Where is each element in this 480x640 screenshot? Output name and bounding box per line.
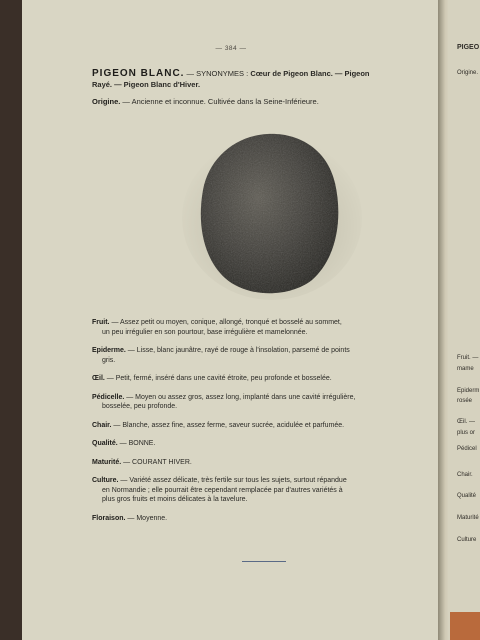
entry-label: Œil.	[92, 375, 105, 382]
right-page-text: rosée	[457, 398, 473, 404]
entry-text-cont: bosselée, peu profonde.	[102, 403, 178, 410]
entry-text: — Petit, fermé, inséré dans une cavité étroite, peu profonde et bosselée.	[104, 375, 332, 382]
entry-text: — BONNE.	[117, 440, 156, 447]
page-number: — 384 —	[215, 45, 247, 52]
end-rule	[242, 561, 286, 562]
entry-text: — Blanche, assez fine, assez ferme, saveur sucrée, acidulée et parfumée.	[111, 421, 345, 429]
entry-label: Fruit.	[92, 319, 110, 326]
entry-label: Culture.	[92, 477, 119, 484]
entry-label: Chair.	[92, 421, 112, 429]
entry-text: — Moyenne.	[125, 514, 168, 522]
entry-epiderme	[92, 346, 422, 365]
book-page-left	[22, 0, 440, 640]
title-block	[92, 68, 422, 90]
entry-text: — Moyen ou assez gros, assez long, implanté dans une cavité irrégulière,	[124, 393, 356, 401]
entry-chair	[92, 421, 422, 431]
origin-label: Origine.	[92, 97, 121, 106]
entry-label: Epiderme.	[92, 347, 126, 354]
right-page-text: Culture	[457, 537, 477, 543]
description-entries	[92, 318, 422, 532]
entry-qualite	[92, 439, 422, 449]
entry-text-cont-2: plus gros fruits et moins délicates à la tavelure.	[102, 496, 248, 503]
entry-culture	[92, 476, 422, 505]
entry-floraison	[92, 514, 422, 524]
desk-corner	[450, 612, 480, 640]
right-page-heading: PIGEO	[457, 44, 480, 51]
right-page-text: Pédicel	[457, 446, 477, 452]
right-page-text: Qualité	[457, 493, 477, 499]
entry-text: — Assez petit ou moyen, conique, allongé, tronqué et bosselé au sommet,	[109, 319, 342, 326]
right-page-text: Maturité	[457, 515, 479, 521]
entry-text: — Variété assez délicate, très fertile sur tous les sujets, surtout répandue	[118, 477, 347, 484]
entry-text-cont: gris.	[102, 356, 116, 364]
right-page-text: Chair.	[457, 472, 473, 478]
right-page-text: plus or	[457, 430, 476, 436]
synonyms-line-2: Rayé. — Pigeon Blanc d'Hiver.	[92, 80, 201, 89]
entry-fruit	[92, 318, 422, 337]
right-page-text: mame	[457, 366, 474, 372]
synonyms-label: — SYNONYMES :	[184, 69, 251, 78]
entry-label: Pédicelle.	[92, 393, 125, 401]
entry-pedicelle	[92, 393, 422, 412]
book-page-right	[448, 0, 480, 640]
entry-label: Floraison.	[92, 514, 126, 522]
entry-oeil	[92, 374, 422, 384]
right-page-text: Œil. —	[457, 419, 475, 425]
entry-text-cont: un peu irrégulier en son pourtour, base irrégulière et mamelonnée.	[102, 328, 308, 336]
right-page-origin: Origine.	[457, 70, 479, 76]
pear-fruit-image	[177, 128, 362, 303]
fruit-photo	[177, 128, 362, 303]
origin-line	[92, 97, 422, 106]
origin-text: — Ancienne et inconnue. Cultivée dans la Seine-Inférieure.	[120, 97, 319, 106]
entry-text: — COURANT HIVER.	[121, 458, 192, 466]
synonyms-line-1: Cœur de Pigeon Blanc. — Pigeon	[250, 69, 370, 78]
entry-maturite	[92, 458, 422, 468]
right-page-text: Fruit. —	[457, 355, 479, 361]
entry-label: Maturité.	[92, 458, 122, 466]
right-page-text: Epiderm	[457, 388, 480, 394]
entry-text-cont: en Normandie ; elle pourrait être cependant remplacée par d'autres variétés à	[102, 486, 343, 494]
entry-label: Qualité.	[92, 440, 118, 447]
variety-name: PIGEON BLANC.	[92, 68, 185, 79]
entry-text: — Lisse, blanc jaunâtre, rayé de rouge à l'insolation, parsemé de points	[125, 347, 350, 354]
